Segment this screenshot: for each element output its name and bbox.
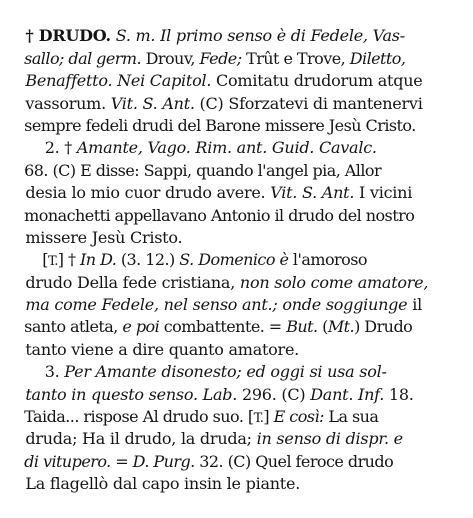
text-run: = <box>110 451 133 471</box>
text-run: Per Amante disonesto; ed oggi si usa sol- <box>64 362 387 382</box>
text-run: I vicini <box>354 183 413 203</box>
text-run: D. Purg. <box>132 451 195 471</box>
text-run: S. Domenico è <box>179 250 289 270</box>
tommaseo-marker: T. <box>253 411 264 427</box>
text-run: S. m. Il primo senso è di Fedele, Vas- <box>110 26 405 46</box>
sense-number: 2. † <box>25 138 77 158</box>
text-run: Diletto, <box>349 48 406 68</box>
text-run: Fede; <box>199 48 242 68</box>
text-run: Taida... rispose Al drudo suo. [ <box>24 407 254 427</box>
text-run: Dant. Inf. <box>310 384 385 404</box>
text-run: Vit. S. Ant. <box>110 93 195 113</box>
text-run: drudo Della fede cristiana, <box>25 272 240 292</box>
text-run: [ <box>24 250 48 270</box>
text-run: druda; Ha il drudo, la druda; <box>25 429 257 449</box>
text-run: Trût e Trove, <box>241 48 350 68</box>
text-run: In D. <box>80 250 117 270</box>
text-run: ( <box>317 317 328 337</box>
text-run: di vitupero. <box>24 451 111 471</box>
text-run: sallo; dal germ. <box>24 48 142 68</box>
text-run: 68. (C) E disse: Sappi, quando l'angel pia, Allor <box>24 160 382 180</box>
text-run: E così: <box>273 407 324 427</box>
text-run: monachetti appellavano Antonio il drudo del nostro <box>24 205 415 225</box>
entry-line <box>6 3 469 46</box>
text-run: il <box>407 295 422 315</box>
text-run: (C) Sforzatevi di mantenervi <box>194 93 423 113</box>
text-run: Benaffetto. Nei Capitol. <box>25 71 212 91</box>
text-run: 18. <box>384 384 414 404</box>
text-run: ] † <box>57 250 81 270</box>
text-run: missere Jesù Cristo. <box>25 227 183 247</box>
tommaseo-marker: T. <box>48 254 58 270</box>
text-run: e poi <box>122 317 160 337</box>
text-run: in senso di dispr. e <box>256 429 403 449</box>
text-run: l'amoroso <box>288 250 367 270</box>
text-run: ] <box>263 407 274 427</box>
text-run: 32. (C) Quel feroce drudo <box>194 451 394 471</box>
text-run: (3. 12.) <box>116 250 180 270</box>
text-run: ma come Fedele, nel senso ant.; onde soggiunge <box>25 295 408 315</box>
text-run: La flagellò dal capo insin le piante. <box>25 474 301 494</box>
headword: † DRUDO. <box>25 26 111 46</box>
text-run: Drouv, <box>141 48 200 68</box>
text-run: Comitatu drudorum atque <box>211 71 423 91</box>
text-run: tanto in questo senso. Lab. <box>25 384 238 404</box>
text-run: sempre fedeli drudi del Barone missere Jesù Cristo. <box>24 115 416 135</box>
text-run: tanto viene a dire quanto amatore. <box>25 339 299 359</box>
text-run: santo atleta, <box>24 317 123 337</box>
text-run: combattente. = <box>159 317 287 337</box>
text-run: Mt. <box>327 317 355 337</box>
text-run: 296. (C) <box>237 384 311 404</box>
text-run: vassorum. <box>25 93 111 113</box>
text-run: But. <box>286 317 318 337</box>
text-run: Vit. S. Ant. <box>270 183 355 203</box>
text-run: Amante, Vago. Rim. ant. Guid. Cavalc. <box>76 138 377 158</box>
text-run: non solo come amatore, <box>239 272 429 292</box>
sense-number: 3. <box>25 362 65 382</box>
text-run: desia lo mio cuor drudo avere. <box>25 183 271 203</box>
text-run: La sua <box>323 407 379 427</box>
text-run: ) Drudo <box>354 317 413 337</box>
